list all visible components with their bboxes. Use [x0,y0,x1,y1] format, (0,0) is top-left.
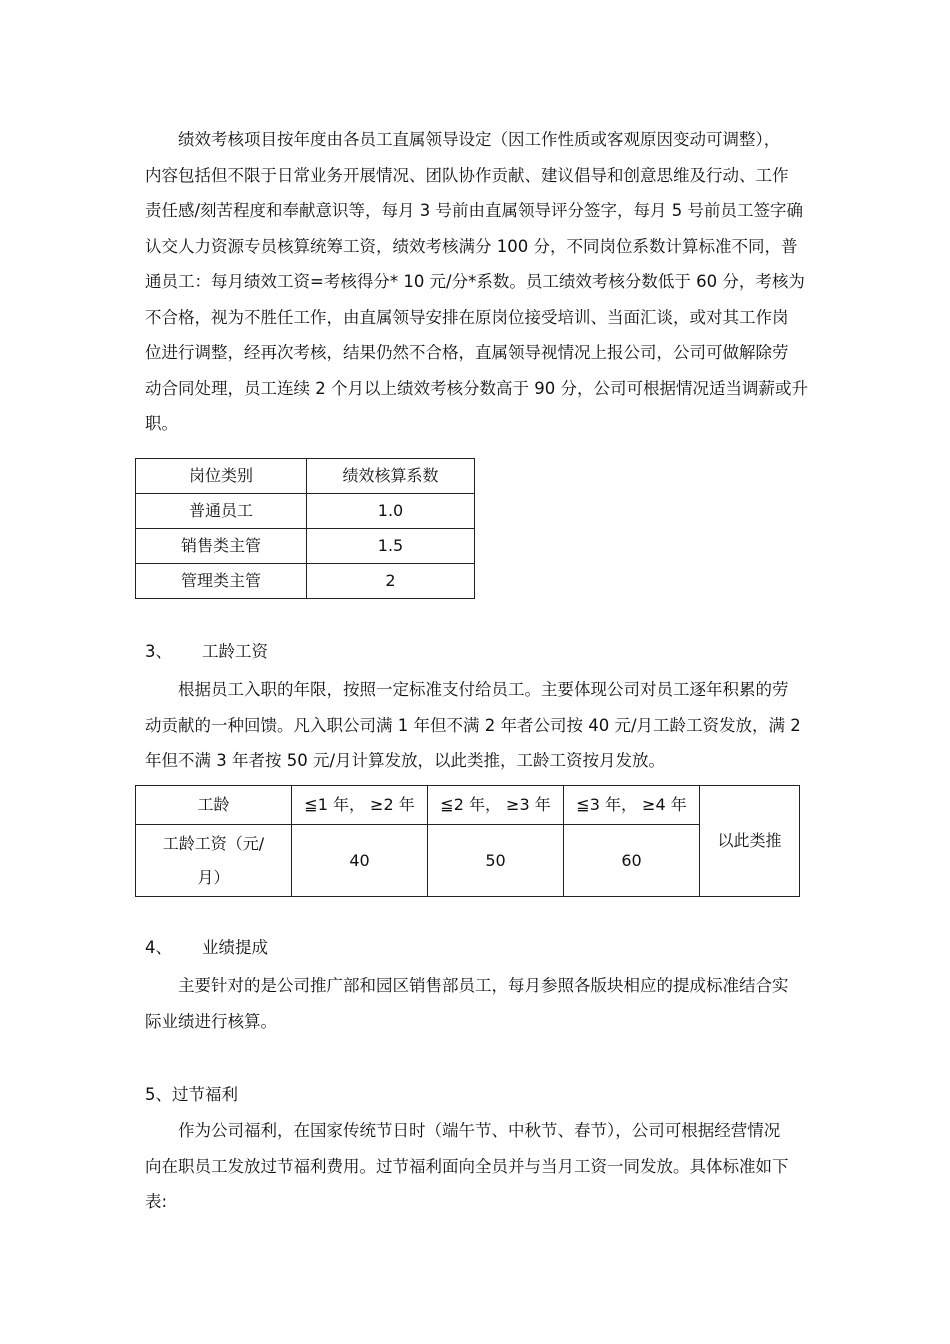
table-header-row [136,459,475,494]
seniority-table [135,785,800,897]
intro-line: 内容包括但不限于日常业务开展情况、团队协作贡献、建议倡导和创意思维及行动、工作 [145,165,789,185]
table-cell: 1.5 [307,529,475,564]
table-cell: 50 [428,825,564,897]
table-cell: 40 [292,825,428,897]
paragraph-line: 向在职员工发放过节福利费用。过节福利面向全员并与当月工资一同发放。具体标准如下 [145,1156,789,1176]
intro-paragraph [145,122,810,442]
intro-line: 责任感/刻苦程度和奉献意识等，每月 3 号前由直属领导评分签字，每月 5 号前员工签字确 [145,201,804,220]
coefficient-table [135,458,475,599]
table-header-row [136,786,800,825]
intro-line: 绩效考核项目按年度由各员工直属领导设定（因工作性质或客观原因变动可调整）， [178,130,781,149]
table-header-cell: 岗位类别 [136,459,307,494]
table-header-cell: ≦3 年， ≥4 年 [564,786,700,825]
section-title: 工龄工资 [202,642,268,661]
section-number: 3、 [145,642,172,661]
table-row [136,494,475,529]
section-number: 4、 [145,938,172,957]
section-4-paragraph [145,968,810,1039]
table-row [136,564,475,599]
table-cell: 60 [564,825,700,897]
table-cell: 2 [307,564,475,599]
table-row-label [136,825,292,897]
paragraph-line: 主要针对的是公司推广部和园区销售部员工，每月参照各版块相应的提成标准结合实 [178,976,789,995]
row-label-line: 月） [197,867,230,887]
paragraph-line: 作为公司福利，在国家传统节日时（端午节、中秋节、春节），公司可根据经营情况 [178,1121,781,1140]
table-header-cell: ≦1 年， ≥2 年 [292,786,428,825]
paragraph-line: 根据员工入职的年限，按照一定标准支付给员工。主要体现公司对员工逐年积累的劳 [178,680,789,699]
intro-line: 通员工：每月绩效工资=考核得分* 10 元/分*系数。员工绩效考核分数低于 60 分，考核为 [145,272,805,291]
table-header-cell: 工龄 [136,786,292,825]
paragraph-line: 表: [145,1192,168,1211]
table-cell-extra: 以此类推 [700,786,800,897]
intro-line: 位进行调整，经再次考核，结果仍然不合格，直属领导视情况上报公司，公司可做解除劳 [145,343,789,362]
section-4-heading [145,936,268,960]
table-cell: 1.0 [307,494,475,529]
paragraph-line: 际业绩进行核算。 [145,1011,277,1031]
intro-line: 认交人力资源专员核算统筹工资，绩效考核满分 100 分，不同岗位系数计算标准不同，普 [145,236,798,256]
section-title: 业绩提成 [202,938,268,957]
table-header-cell: ≦2 年， ≥3 年 [428,786,564,825]
table-cell: 管理类主管 [136,564,307,599]
section-5-paragraph [145,1113,810,1220]
paragraph-line: 年但不满 3 年者按 50 元/月计算发放，以此类推，工龄工资按月发放。 [145,751,666,770]
intro-line: 动合同处理，员工连续 2 个月以上绩效考核分数高于 90 分，公司可根据情况适当调薪或升 [145,378,808,398]
table-row [136,529,475,564]
intro-line: 职。 [145,414,178,433]
section-3-heading [145,640,268,664]
row-label-line: 工龄工资（元/ [162,833,265,853]
table-cell: 普通员工 [136,494,307,529]
intro-line: 不合格，视为不胜任工作，由直属领导安排在原岗位接受培训、当面汇谈，或对其工作岗 [145,307,789,327]
section-3-paragraph [145,672,810,779]
paragraph-line: 动贡献的一种回馈。凡入职公司满 1 年但不满 2 年者公司按 40 元/月工龄工资发放，满 2 [145,715,801,735]
section-5-heading: 5、过节福利 [145,1085,238,1104]
table-header-cell: 绩效核算系数 [307,459,475,494]
table-cell: 销售类主管 [136,529,307,564]
